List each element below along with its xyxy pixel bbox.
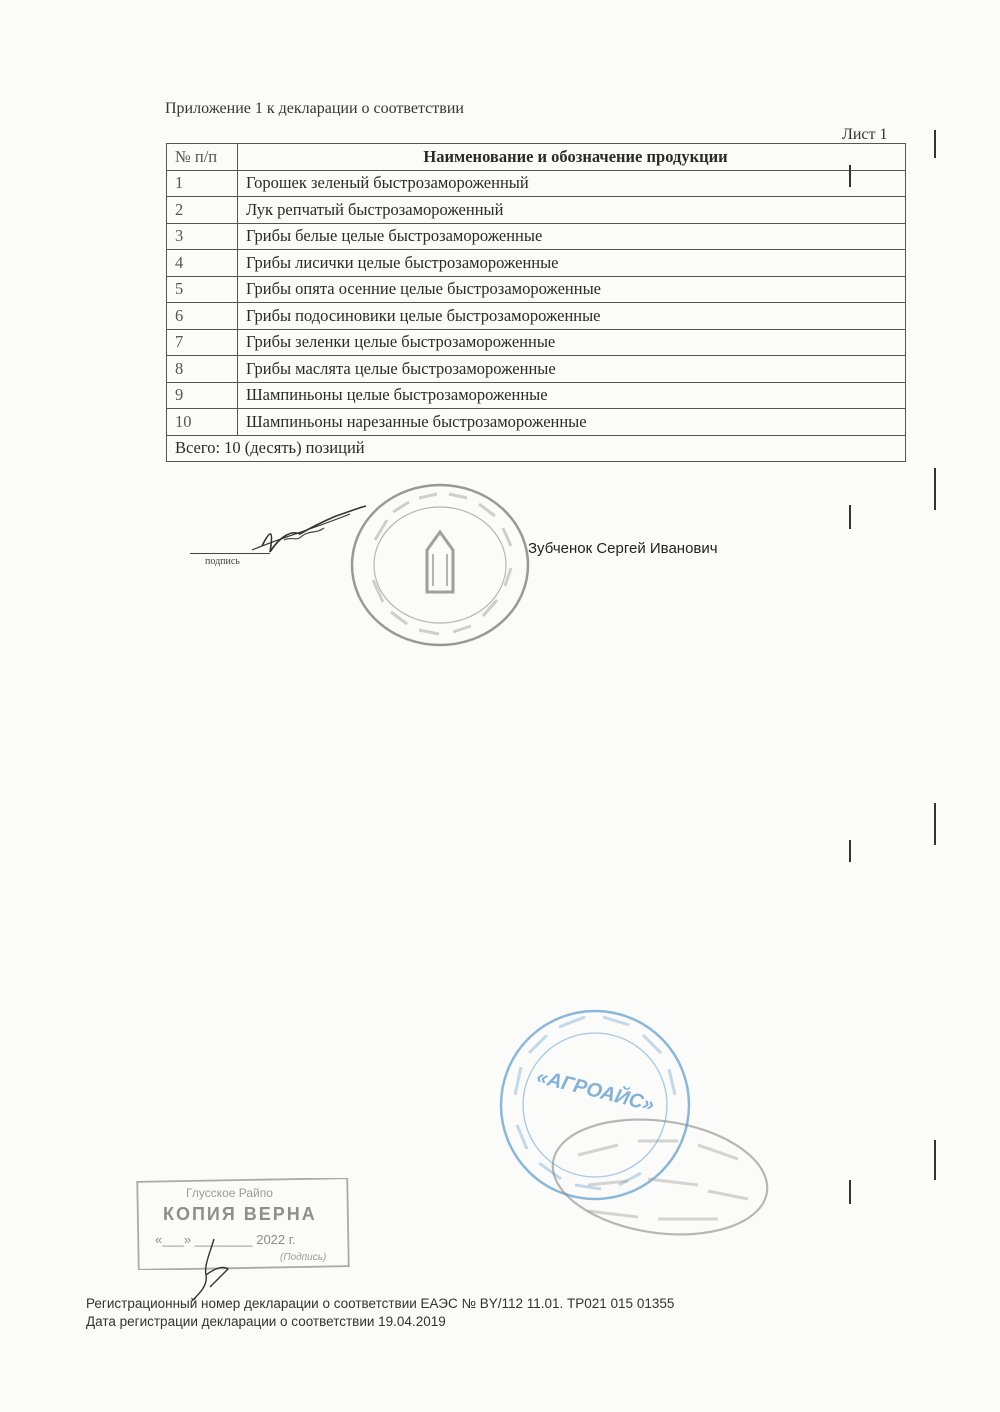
registration-number: Регистрационный номер декларации о соответствии ЕАЭС № BY/112 11.01. ТР021 015 01355 xyxy=(86,1296,675,1311)
header-product-name: Наименование и обозначение продукции xyxy=(238,144,906,171)
row-product-name: Грибы маслята целые быстрозамороженные xyxy=(238,356,906,383)
table-row xyxy=(167,170,906,197)
table-row xyxy=(167,382,906,409)
row-number: 8 xyxy=(167,356,238,383)
copy-stamp-signature xyxy=(170,1235,250,1305)
total-positions: Всего: 10 (десять) позиций xyxy=(167,435,906,462)
scan-mark xyxy=(849,505,851,529)
sheet-label: Лист 1 xyxy=(842,126,888,143)
header-number: № п/п xyxy=(167,144,238,171)
row-product-name: Шампиньоны нарезанные быстрозамороженные xyxy=(238,409,906,436)
signature-caption: подпись xyxy=(205,556,240,567)
copy-stamp-date: «___» ________ 2022 г. xyxy=(155,1232,296,1247)
row-number: 5 xyxy=(167,276,238,303)
table-row xyxy=(167,276,906,303)
row-number: 9 xyxy=(167,382,238,409)
scan-mark xyxy=(934,803,936,845)
products-table xyxy=(166,143,906,462)
signer-name: Зубченок Сергей Иванович xyxy=(528,540,718,557)
row-product-name: Горошек зеленый быстрозамороженный xyxy=(238,170,906,197)
documents-stamp xyxy=(548,1115,773,1240)
row-number: 2 xyxy=(167,197,238,224)
round-seal-stamp xyxy=(345,480,535,650)
signature-line xyxy=(190,553,270,554)
row-product-name: Грибы белые целые быстрозамороженные xyxy=(238,223,906,250)
scan-mark xyxy=(934,468,936,510)
scan-mark xyxy=(934,1140,936,1180)
row-product-name: Грибы лисички целые быстрозамороженные xyxy=(238,250,906,277)
appendix-title: Приложение 1 к декларации о соответствии xyxy=(165,100,464,117)
table-header-row xyxy=(167,144,906,171)
row-product-name: Шампиньоны целые быстрозамороженные xyxy=(238,382,906,409)
row-product-name: Лук репчатый быстрозамороженный xyxy=(238,197,906,224)
table-row xyxy=(167,303,906,330)
copy-stamp-title: КОПИЯ ВЕРНА xyxy=(163,1204,317,1224)
table-row xyxy=(167,223,906,250)
scan-mark xyxy=(934,130,936,158)
agroice-stamp-text: «АГРОАЙС» xyxy=(534,1065,657,1117)
scan-mark xyxy=(849,165,851,187)
table-total-row xyxy=(167,435,906,462)
copy-stamp-signature-caption: (Подпись) xyxy=(280,1252,327,1263)
row-number: 7 xyxy=(167,329,238,356)
row-product-name: Грибы подосиновики целые быстрозамороженные xyxy=(238,303,906,330)
table-row xyxy=(167,197,906,224)
copy-stamp-org: Глусское Райпо xyxy=(186,1186,273,1200)
table-row xyxy=(167,329,906,356)
table-row xyxy=(167,250,906,277)
row-number: 6 xyxy=(167,303,238,330)
registration-date: Дата регистрации декларации о соответствии 19.04.2019 xyxy=(86,1314,446,1329)
table-row xyxy=(167,356,906,383)
row-number: 1 xyxy=(167,170,238,197)
scan-mark xyxy=(849,840,851,862)
row-product-name: Грибы зеленки целые быстрозамороженные xyxy=(238,329,906,356)
row-number: 3 xyxy=(167,223,238,250)
row-number: 4 xyxy=(167,250,238,277)
table-row xyxy=(167,409,906,436)
scan-mark xyxy=(849,1180,851,1204)
row-product-name: Грибы опята осенние целые быстрозамороженные xyxy=(238,276,906,303)
row-number: 10 xyxy=(167,409,238,436)
